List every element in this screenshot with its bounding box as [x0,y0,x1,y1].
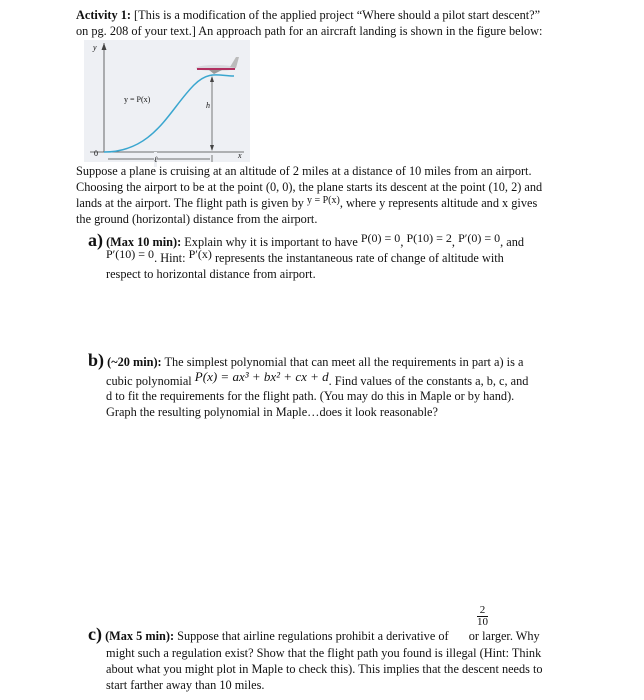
part-c-letter: c) [88,624,102,644]
part-b-time: (~20 min): [107,355,162,369]
fraction-denominator: 10 [477,616,488,628]
part-c-text: Suppose that airline regulations prohibit a derivative of [174,629,452,643]
intro-line-4: the ground (horizontal) distance from the airport. [76,212,318,226]
height-label: h [206,101,210,110]
intro-line-2: Choosing the airport to be at the point (0, 0), the plane starts its descent at the point (10, 2) and [76,180,543,194]
part-b-line-4: Graph the resulting polynomial in Maple…does it look reasonable? [106,405,438,419]
part-c-time: (Max 5 min): [105,629,175,643]
math-cubic: P(x) = ax³ + bx² + cx + d [194,369,329,384]
origin-label: 0 [94,149,98,158]
heading-text: [This is a modification of the applied project “Where should a pilot start descent?” [130,8,541,22]
part-c-line-2: might such a regulation exist? Show that the flight path you found is illegal (Hint: Think [106,646,542,660]
distance-label: ℓ [154,152,157,167]
intro-text: lands at the airport. The flight path is given by [76,196,304,210]
part-a-text: Explain why it is important to have [181,235,361,249]
part-c-line-1 [88,624,540,644]
part-b-text: cubic polynomial [106,374,195,388]
part-a-line-3: respect to horizontal distance from airport. [106,267,316,281]
hint-label: . Hint: [154,251,189,265]
part-c-line-3: about what you might plot in Maple to check this). This implies that the descent needs to [106,662,543,676]
math-p0: P(0) = 0 [360,231,401,245]
x-axis-label: x [238,151,242,160]
part-b-text: The simplest polynomial that can meet all the requirements in part a) is a [161,355,524,369]
part-a-line-2 [106,247,504,266]
math-dp0: P′(0) = 0 [458,231,501,245]
fraction-2-10 [477,605,488,628]
heading-line-1 [76,8,540,23]
part-a-letter: a) [88,230,103,250]
heading-line-2: on pg. 208 of your text.] An approach path for an aircraft landing is shown in the figure below: [76,24,543,38]
part-b-line-3: d to fit the requirements for the flight path. (You may do this in Maple or by hand). [106,389,515,403]
approach-path-diagram [84,40,250,162]
part-a-text: represents the instantaneous rate of change of altitude with [211,251,504,265]
math-dpx: P′(x) [188,247,212,261]
flight-path-curve [104,75,234,152]
intro-line-3 [76,196,537,212]
math-y-px: y = P(x) [306,195,340,206]
math-p10: P(10) = 2 [406,231,452,245]
approach-path-figure [84,40,250,162]
intro-text: , where y represents altitude and x gives [339,196,538,210]
part-a-line-1: a) (Max 10 min): Explain why it is important to have P(0) = 0, P(10) = 2, P′(0) = 0, and [88,230,525,250]
fraction-numerator: 2 [477,605,488,617]
intro-line-1: Suppose a plane is cruising at an altitude of 2 miles at a distance of 10 miles from an airport. [76,164,532,178]
airplane-icon [196,57,239,74]
part-a-time: (Max 10 min): [106,235,182,249]
and-text: , and [500,235,525,249]
part-c-line-4: start farther away than 10 miles. [106,678,265,692]
part-c-text: or larger. Why [465,629,540,643]
part-b-text: . Find values of the constants a, b, c, and [328,374,529,388]
y-axis-label: y [93,43,97,52]
part-b-line-1 [88,350,524,370]
activity-label: Activity 1: [76,8,131,22]
curve-label: y = P(x) [124,95,151,104]
part-b-letter: b) [88,350,105,370]
part-b-line-2 [106,369,529,389]
math-dp10: P′(10) = 0 [106,247,155,261]
